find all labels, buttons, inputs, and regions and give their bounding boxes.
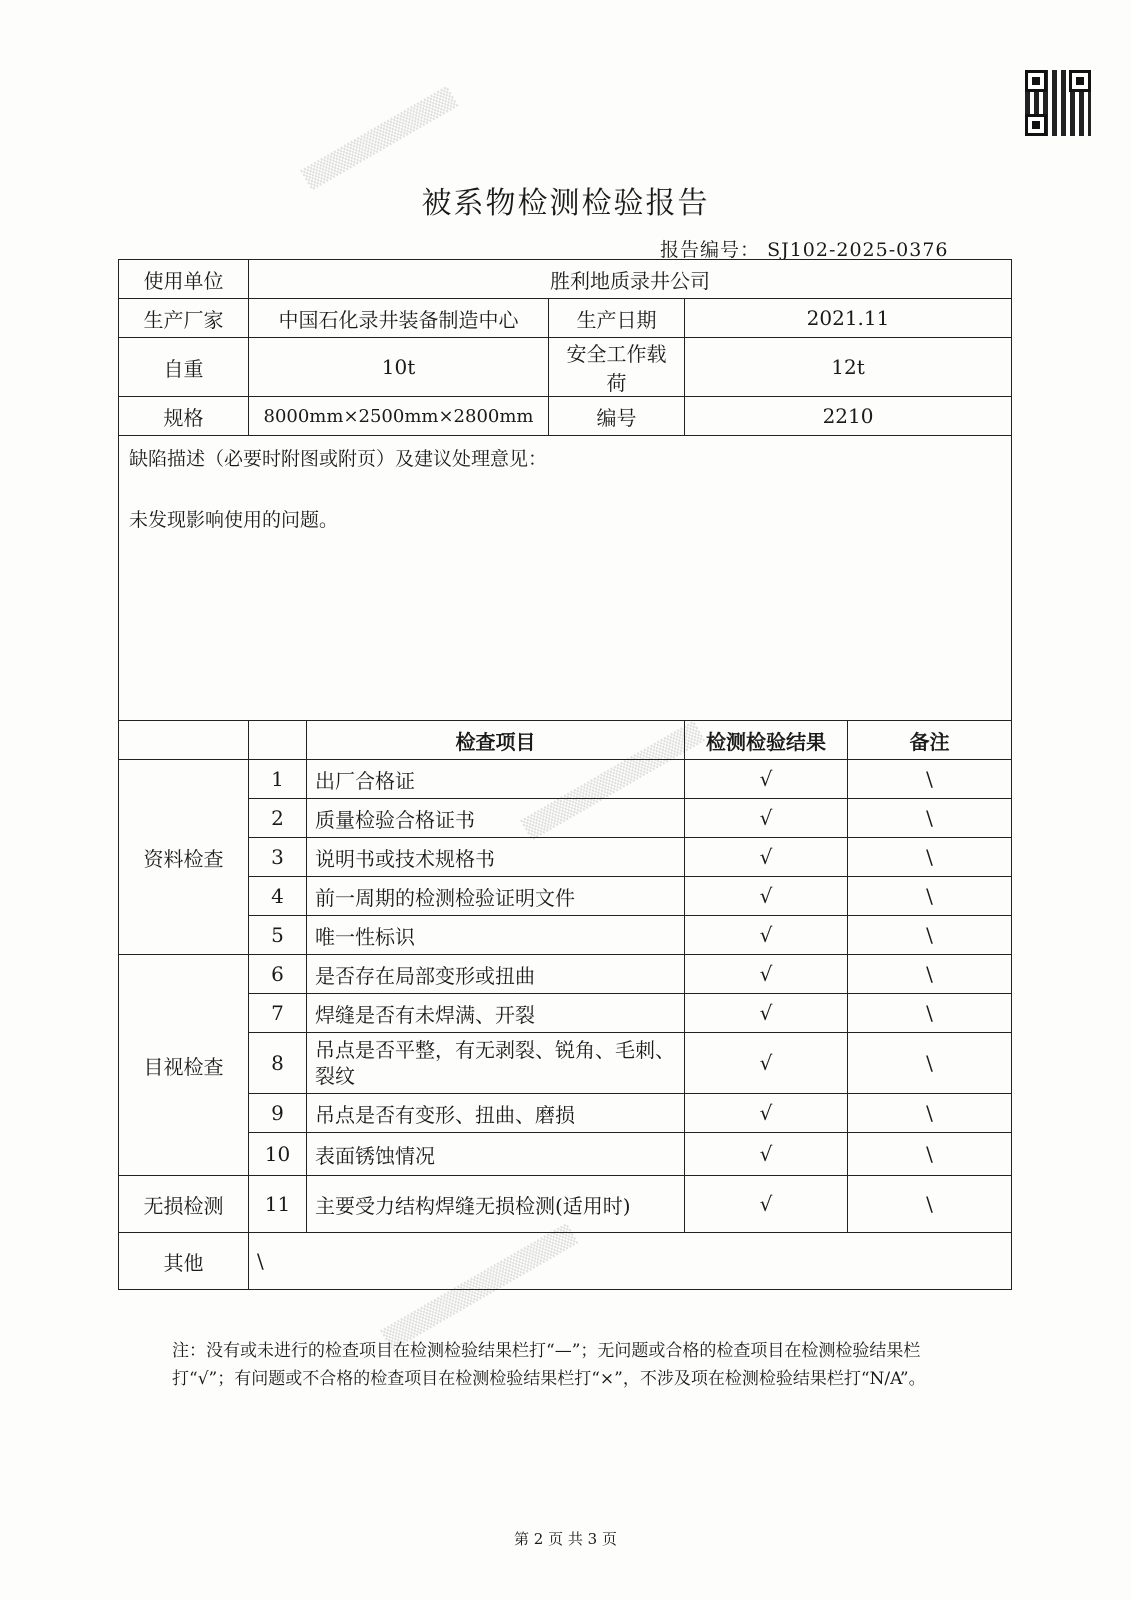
row-item: 唯一性标识 [307, 916, 685, 955]
spec-label: 规格 [119, 397, 249, 436]
row-no: 8 [249, 1033, 307, 1094]
inspection-report-table [118, 259, 1012, 1290]
table-row [119, 1176, 1012, 1233]
table-row [119, 760, 1012, 799]
row-result: √ [685, 1033, 848, 1094]
row-result: √ [685, 799, 848, 838]
row-no: 5 [249, 916, 307, 955]
report-number-label: 报告编号： [660, 239, 761, 261]
row-item: 焊缝是否有未焊满、开裂 [307, 994, 685, 1033]
row-result: √ [685, 994, 848, 1033]
info-row [119, 260, 1012, 299]
qr-finder-icon [1069, 70, 1091, 92]
table-row [119, 799, 1012, 838]
table-row [119, 916, 1012, 955]
row-no: 11 [249, 1176, 307, 1233]
row-no: 10 [249, 1133, 307, 1176]
production-date-label: 生产日期 [549, 299, 685, 338]
row-remark: \ [848, 1133, 1012, 1176]
production-date-value: 2021.11 [685, 299, 1012, 338]
header-empty [119, 721, 249, 760]
header-remark: 备注 [848, 721, 1012, 760]
qr-finder-icon [1025, 70, 1047, 92]
report-title: 被系物检测检验报告 [421, 186, 710, 221]
row-item: 说明书或技术规格书 [307, 838, 685, 877]
user-unit-value: 胜利地质录井公司 [249, 260, 1012, 299]
row-remark: \ [848, 1033, 1012, 1094]
group-documents: 资料检查 [119, 760, 249, 955]
row-item: 是否存在局部变形或扭曲 [307, 955, 685, 994]
watermark: ▒▒▒▒▒▒▒▒▒▒▒▒▒▒ [380, 1222, 579, 1351]
header-item: 检查项目 [307, 721, 685, 760]
serial-label: 编号 [549, 397, 685, 436]
header-result: 检测检验结果 [685, 721, 848, 760]
self-weight-label: 自重 [119, 338, 249, 397]
row-no: 2 [249, 799, 307, 838]
row-item: 吊点是否有变形、扭曲、磨损 [307, 1094, 685, 1133]
table-row [119, 994, 1012, 1033]
row-item: 吊点是否平整，有无剥裂、锐角、毛刺、裂纹 [307, 1033, 685, 1094]
table-row [119, 1094, 1012, 1133]
row-result: √ [685, 1133, 848, 1176]
defect-text: 未发现影响使用的问题。 [129, 509, 339, 531]
row-result: √ [685, 760, 848, 799]
watermark: ▒▒▒▒▒▒▒▒▒▒▒ [300, 85, 459, 191]
row-result: √ [685, 838, 848, 877]
table-row [119, 955, 1012, 994]
row-item: 出厂合格证 [307, 760, 685, 799]
report-number-value: SJ102-2025-0376 [767, 239, 949, 261]
row-no: 3 [249, 838, 307, 877]
row-result: √ [685, 955, 848, 994]
row-result: √ [685, 916, 848, 955]
watermark: ▒▒▒▒▒▒▒▒▒▒▒▒▒ [520, 720, 706, 841]
manufacturer-label: 生产厂家 [119, 299, 249, 338]
row-no: 4 [249, 877, 307, 916]
row-result: √ [685, 1176, 848, 1233]
defect-row [119, 436, 1012, 721]
row-no: 7 [249, 994, 307, 1033]
other-value: \ [249, 1233, 1012, 1290]
row-item: 前一周期的检测检验证明文件 [307, 877, 685, 916]
row-result: √ [685, 1094, 848, 1133]
qr-code-icon [1025, 70, 1091, 136]
row-remark: \ [848, 1094, 1012, 1133]
page-number: 第 2 页 共 3 页 [514, 1530, 617, 1548]
table-row [119, 1133, 1012, 1176]
qr-finder-icon [1025, 114, 1047, 136]
serial-value: 2210 [685, 397, 1012, 436]
row-remark: \ [848, 1176, 1012, 1233]
row-remark: \ [848, 838, 1012, 877]
group-ndt: 无损检测 [119, 1176, 249, 1233]
table-row [119, 1233, 1012, 1290]
row-no: 9 [249, 1094, 307, 1133]
footnote: 注：没有或未进行的检查项目在检测检验结果栏打“—”；无问题或合格的检查项目在检测检验结果栏打“√”；有问题或不合格的检查项目在检测检验结果栏打“×”，不涉及项在检测检验结果栏打“N/A”。 [172, 1341, 926, 1389]
safe-load-label: 安全工作载荷 [549, 338, 685, 397]
row-remark: \ [848, 994, 1012, 1033]
table-row [119, 838, 1012, 877]
self-weight-value: 10t [249, 338, 549, 397]
table-row [119, 1033, 1012, 1094]
row-item: 主要受力结构焊缝无损检测(适用时) [307, 1176, 685, 1233]
row-no: 1 [249, 760, 307, 799]
group-other: 其他 [119, 1233, 249, 1290]
defect-label: 缺陷描述（必要时附图或附页）及建议处理意见： [129, 448, 548, 470]
report-number [660, 235, 949, 262]
row-remark: \ [848, 916, 1012, 955]
row-no: 6 [249, 955, 307, 994]
row-item: 表面锈蚀情况 [307, 1133, 685, 1176]
spec-value: 8000mm×2500mm×2800mm [249, 397, 549, 436]
row-item: 质量检验合格证书 [307, 799, 685, 838]
group-visual: 目视检查 [119, 955, 249, 1176]
header-empty [249, 721, 307, 760]
safe-load-value: 12t [685, 338, 1012, 397]
manufacturer-value: 中国石化录井装备制造中心 [249, 299, 549, 338]
row-remark: \ [848, 760, 1012, 799]
defect-cell [119, 436, 1012, 721]
info-row [119, 299, 1012, 338]
table-header-row [119, 721, 1012, 760]
user-unit-label: 使用单位 [119, 260, 249, 299]
row-remark: \ [848, 877, 1012, 916]
info-row [119, 338, 1012, 397]
table-row [119, 877, 1012, 916]
row-remark: \ [848, 955, 1012, 994]
row-remark: \ [848, 799, 1012, 838]
row-result: √ [685, 877, 848, 916]
info-row [119, 397, 1012, 436]
